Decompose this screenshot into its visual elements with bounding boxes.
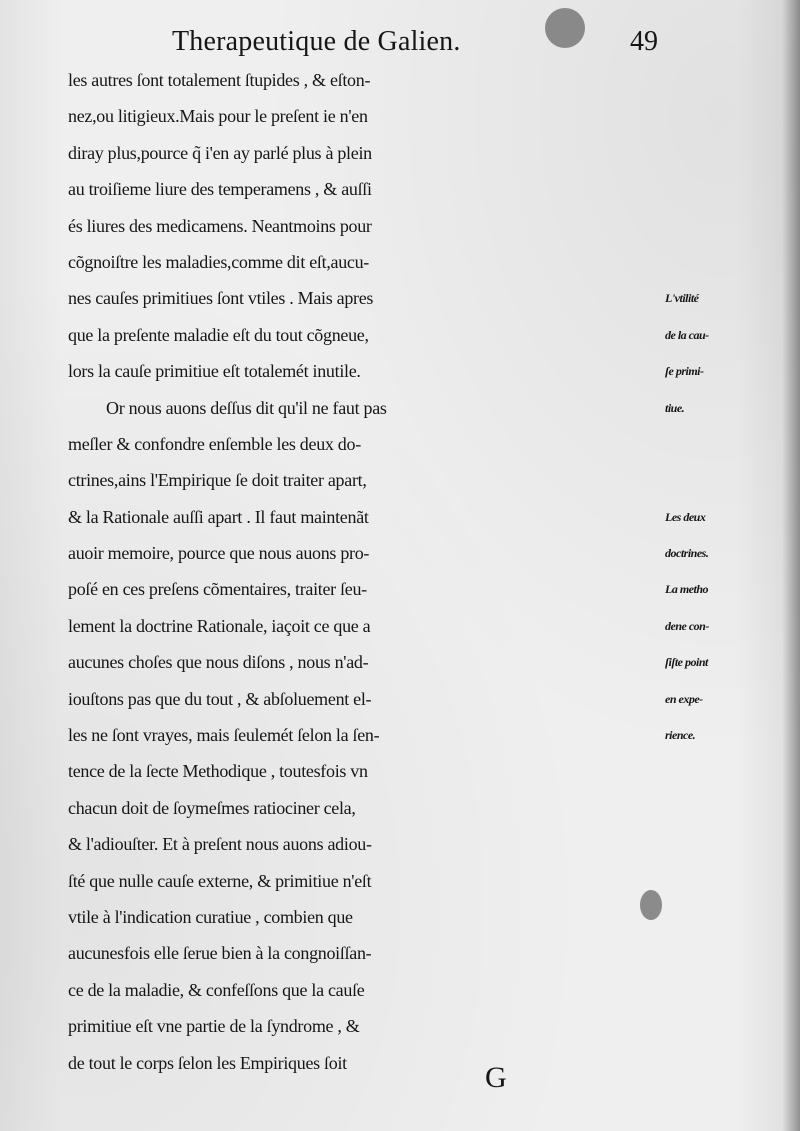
text-line: nes cauſes primitiues ſont vtiles . Mais apres xyxy=(68,288,374,309)
margin-note-line xyxy=(665,208,795,244)
text-line: ctrines,ains l'Empirique ſe doit traiter apart, xyxy=(68,470,367,491)
text-line: cõgnoiſtre les maladies,comme dit eſt,aucu- xyxy=(68,251,369,272)
margin-note-line: L'vtilité xyxy=(665,291,699,306)
margin-note-line: rience. xyxy=(665,728,696,743)
margin-note-line xyxy=(665,462,795,498)
text-line: meſler & confondre enſemble les deux do- xyxy=(68,433,361,454)
text-line: de tout le corps ſelon les Empiriques ſoit xyxy=(68,1052,347,1073)
margin-note-line: doctrines. xyxy=(665,546,709,561)
text-line: au troiſieme liure des temperamens , & auſſi xyxy=(68,179,372,200)
text-line: les ne ſont vrayes, mais ſeulemét ſelon la ſen- xyxy=(68,725,380,746)
text-line: primitiue eſt vne partie de la ſyndrome , & xyxy=(68,1016,360,1037)
text-line: auoir memoire, pource que nous auons pro- xyxy=(68,543,370,564)
text-line: poſé en ces preſens cõmentaires, traiter ſeu- xyxy=(68,579,367,600)
text-line: & la Rationale auſſi apart . Il faut maintenãt xyxy=(68,506,369,527)
text-line: ſté que nulle cauſe externe, & primitiue n'eſt xyxy=(68,870,372,891)
text-line: aucunesfois elle ſerue bien à la congnoiſſan- xyxy=(68,943,372,964)
margin-notes xyxy=(665,62,795,753)
text-line: iouſtons pas que du tout , & abſoluement el- xyxy=(68,688,372,709)
text-line: ce de la maladie, & confeſſons que la cauſe xyxy=(68,979,365,1000)
page-header xyxy=(172,22,658,62)
text-line: que la preſente maladie eſt du tout cõgneue, xyxy=(68,324,369,345)
body-text xyxy=(68,62,668,1081)
text-line: chacun doit de ſoymeſmes ratiociner cela, xyxy=(68,797,356,818)
margin-note-line xyxy=(665,426,795,462)
text-line: tence de la ſecte Methodique , toutesfois vn xyxy=(68,761,368,782)
text-line: nez,ou litigieux.Mais pour le preſent ie n'en xyxy=(68,106,368,127)
text-line: vtile à l'indication curatiue , combien que xyxy=(68,906,353,927)
margin-note-line xyxy=(665,135,795,171)
running-title: Therapeutique de Galien. xyxy=(172,26,461,57)
margin-note-line: de la cau- xyxy=(665,327,709,342)
margin-note-line: ſiſte point xyxy=(665,655,708,670)
signature-mark: G xyxy=(485,1061,507,1094)
margin-note-line: tiue. xyxy=(665,400,685,415)
margin-note-line xyxy=(665,171,795,207)
text-line: & l'adiouſter. Et à preſent nous auons adiou- xyxy=(68,834,372,855)
text-line: diray plus,pource q̃ i'en ay parlé plus à plein xyxy=(68,142,372,163)
text-line: les autres ſont totalement ſtupides , & eſton- xyxy=(68,70,371,90)
text-line: aucunes choſes que nous diſons , nous n'ad- xyxy=(68,652,369,673)
margin-note-line: La metho xyxy=(665,582,708,597)
margin-note-line xyxy=(665,244,795,280)
text-line: Or nous auons deſſus dit qu'il ne faut pas xyxy=(106,397,387,418)
text-line: lors la cauſe primitiue eſt totalemét inutile. xyxy=(68,361,361,382)
text-line: és liures des medicamens. Neantmoins pour xyxy=(68,215,372,236)
margin-note-line: dene con- xyxy=(665,618,709,633)
margin-note-line xyxy=(665,98,795,134)
margin-note-line: ſe primi- xyxy=(665,364,704,379)
page-number: 49 xyxy=(630,26,658,57)
margin-note-line: en expe- xyxy=(665,691,703,706)
margin-note-line xyxy=(665,62,795,98)
margin-note-line: Les deux xyxy=(665,509,706,524)
text-line: lement la doctrine Rationale, iaçoit ce que a xyxy=(68,615,371,636)
